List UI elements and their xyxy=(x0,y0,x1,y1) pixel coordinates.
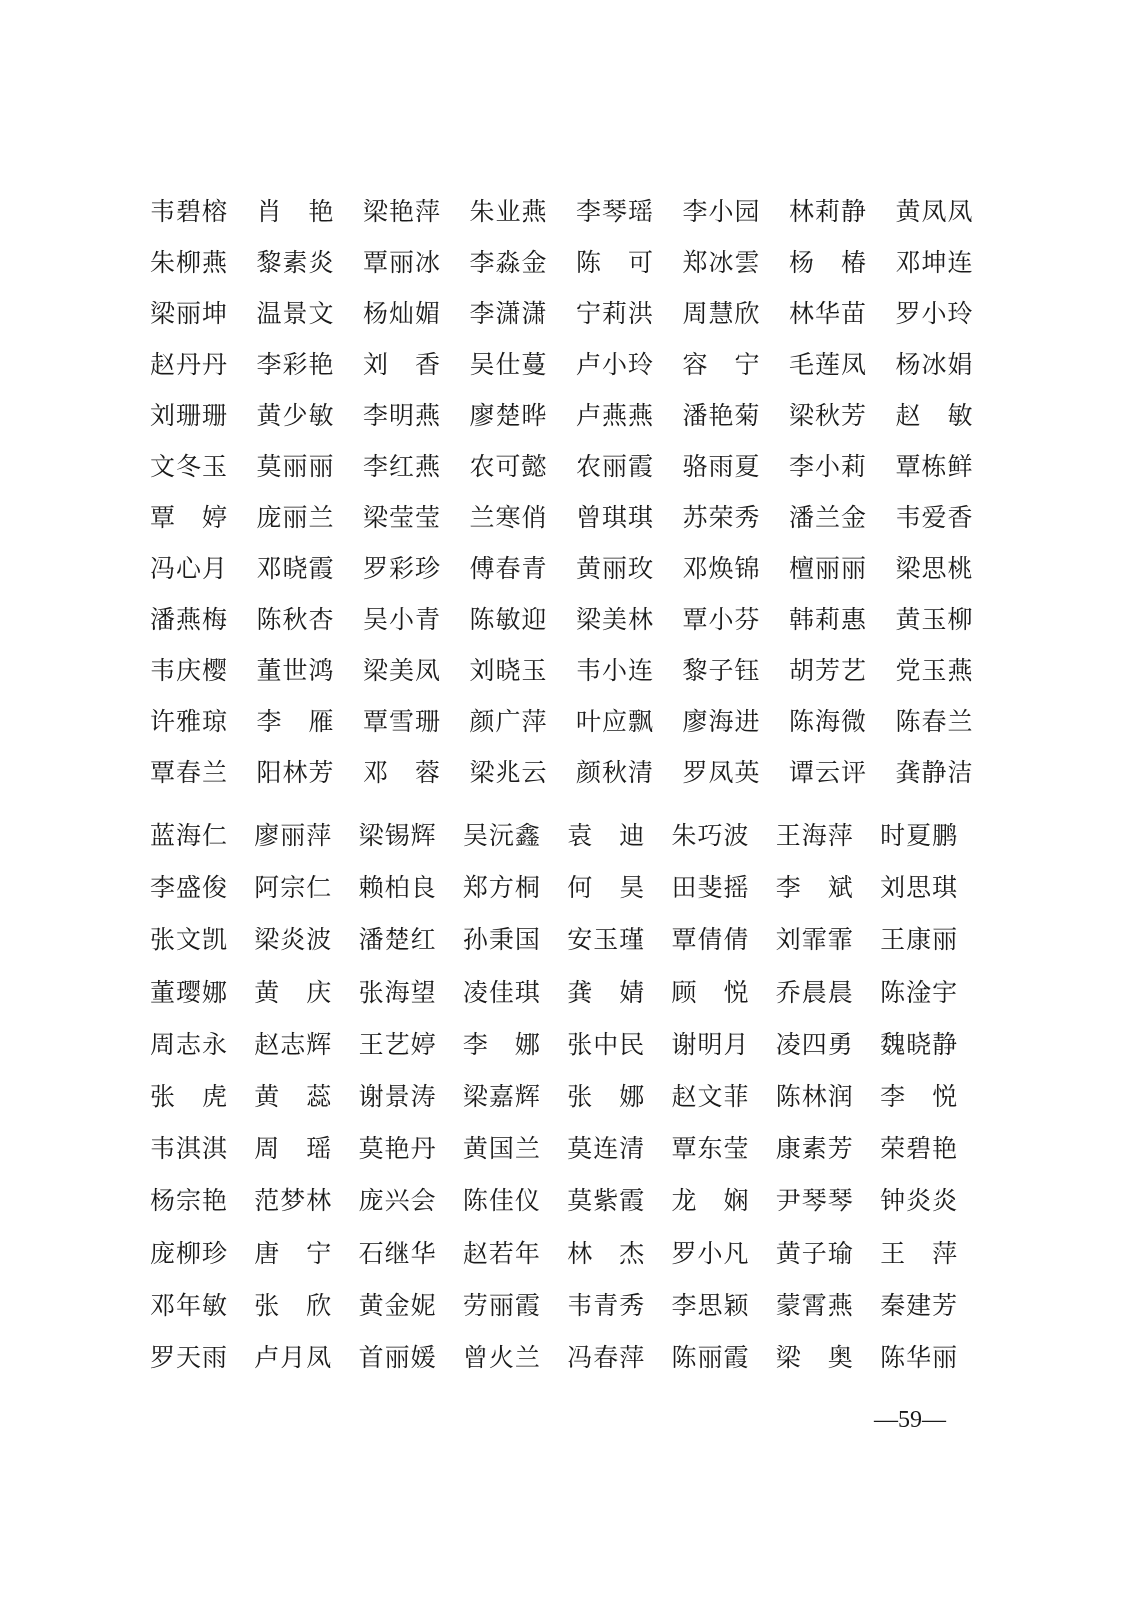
person-name: 龙 娴 xyxy=(671,1186,750,1216)
name-row xyxy=(150,700,1002,751)
name-row xyxy=(150,292,1002,343)
person-name: 潘楚红 xyxy=(358,925,437,955)
person-name: 赵 敏 xyxy=(895,401,974,430)
person-name: 傅春青 xyxy=(469,554,548,583)
person-name: 梁嘉辉 xyxy=(462,1081,541,1111)
person-name: 张中民 xyxy=(567,1029,646,1059)
person-name: 梁莹莹 xyxy=(363,503,442,532)
person-name: 覃丽冰 xyxy=(363,248,442,277)
person-name: 黄金妮 xyxy=(358,1290,437,1320)
person-name: 骆雨夏 xyxy=(682,452,761,481)
person-name: 董世鸿 xyxy=(256,656,335,685)
person-name: 梁丽坤 xyxy=(150,299,229,328)
person-name: 邓焕锦 xyxy=(682,554,761,583)
person-name: 覃小芬 xyxy=(682,605,761,634)
name-row xyxy=(150,1075,984,1127)
person-name: 覃栋鲜 xyxy=(895,452,974,481)
person-name: 黄子瑜 xyxy=(775,1238,854,1268)
person-name: 黎子钰 xyxy=(682,656,761,685)
person-name: 梁思桃 xyxy=(895,554,974,583)
person-name: 李 雁 xyxy=(256,707,335,736)
person-name: 容 宁 xyxy=(682,350,761,379)
name-row xyxy=(150,496,1002,547)
person-name: 梁美凤 xyxy=(363,656,442,685)
person-name: 郑冰雲 xyxy=(682,248,761,277)
person-name: 李淼金 xyxy=(469,248,548,277)
person-name: 石继华 xyxy=(358,1238,437,1268)
person-name: 田斐摇 xyxy=(671,873,750,903)
person-name: 王艺婷 xyxy=(358,1029,437,1059)
person-name: 韦青秀 xyxy=(567,1290,646,1320)
person-name: 张文凯 xyxy=(150,925,229,955)
person-name: 莫艳丹 xyxy=(358,1134,437,1164)
name-row xyxy=(150,866,984,918)
person-name: 林华苗 xyxy=(789,299,868,328)
person-name: 文冬玉 xyxy=(150,452,229,481)
person-name: 邓坤连 xyxy=(895,248,974,277)
person-name: 何 昊 xyxy=(567,873,646,903)
person-name: 宁莉洪 xyxy=(576,299,655,328)
person-name: 乔晨晨 xyxy=(775,977,854,1007)
person-name: 范梦林 xyxy=(254,1186,333,1216)
person-name: 庞柳珍 xyxy=(150,1238,229,1268)
person-name: 李 娜 xyxy=(462,1029,541,1059)
person-name: 黄凤凤 xyxy=(895,197,974,226)
person-name: 龚 婧 xyxy=(567,977,646,1007)
person-name: 覃东莹 xyxy=(671,1134,750,1164)
person-name: 邓晓霞 xyxy=(256,554,335,583)
person-name: 李 悦 xyxy=(880,1081,959,1111)
person-name: 朱业燕 xyxy=(469,197,548,226)
name-row xyxy=(150,971,984,1023)
person-name: 梁炎波 xyxy=(254,925,333,955)
person-name: 杨宗艳 xyxy=(150,1186,229,1216)
person-name: 首丽媛 xyxy=(358,1342,437,1372)
name-row xyxy=(150,751,1002,802)
person-name: 阳林芳 xyxy=(256,758,335,787)
person-name: 陈秋杏 xyxy=(256,605,335,634)
person-name: 梁兆云 xyxy=(469,758,548,787)
name-row xyxy=(150,1127,984,1179)
person-name: 韩莉惠 xyxy=(789,605,868,634)
person-name: 林莉静 xyxy=(789,197,868,226)
person-name: 谢景涛 xyxy=(358,1081,437,1111)
name-row xyxy=(150,343,1002,394)
person-name: 肖 艳 xyxy=(256,197,335,226)
person-name: 陈春兰 xyxy=(895,707,974,736)
person-name: 刘思琪 xyxy=(880,873,959,903)
person-name: 谢明月 xyxy=(671,1029,750,1059)
person-name: 李彩艳 xyxy=(256,350,335,379)
person-name: 梁秋芳 xyxy=(789,401,868,430)
person-name: 凌佳琪 xyxy=(462,977,541,1007)
person-name: 秦建芳 xyxy=(880,1290,959,1320)
person-name: 黄玉柳 xyxy=(895,605,974,634)
person-name: 孙秉国 xyxy=(462,925,541,955)
person-name: 杨冰娟 xyxy=(895,350,974,379)
name-row xyxy=(150,1023,984,1075)
person-name: 周志永 xyxy=(150,1029,229,1059)
person-name: 袁 迪 xyxy=(567,821,646,850)
person-name: 颜广萍 xyxy=(469,707,548,736)
person-name: 钟炎炎 xyxy=(880,1186,959,1216)
person-name: 谭云评 xyxy=(789,758,868,787)
person-name: 赵文菲 xyxy=(671,1081,750,1111)
person-name: 黄国兰 xyxy=(462,1134,541,1164)
person-name: 党玉燕 xyxy=(895,656,974,685)
person-name: 凌四勇 xyxy=(775,1029,854,1059)
person-name: 杨灿媚 xyxy=(363,299,442,328)
person-name: 尹琴琴 xyxy=(775,1186,854,1216)
person-name: 黄丽玫 xyxy=(576,554,655,583)
person-name: 叶应飘 xyxy=(576,707,655,736)
person-name: 莫丽丽 xyxy=(256,452,335,481)
person-name: 黄 庆 xyxy=(254,977,333,1007)
person-name: 蒙霄燕 xyxy=(775,1290,854,1320)
person-name: 时夏鹏 xyxy=(880,821,959,850)
person-name: 刘晓玉 xyxy=(469,656,548,685)
person-name: 梁锡辉 xyxy=(358,821,437,850)
person-name: 廖海进 xyxy=(682,707,761,736)
person-name: 罗凤英 xyxy=(682,758,761,787)
person-name: 曾琪琪 xyxy=(576,503,655,532)
person-name: 龚静洁 xyxy=(895,758,974,787)
person-name: 林 杰 xyxy=(567,1238,646,1268)
person-name: 覃雪珊 xyxy=(363,707,442,736)
person-name: 黄少敏 xyxy=(256,401,335,430)
person-name: 卢燕燕 xyxy=(576,401,655,430)
person-name: 李 斌 xyxy=(775,873,854,903)
person-name: 毛莲凤 xyxy=(789,350,868,379)
person-name: 罗天雨 xyxy=(150,1342,229,1372)
person-name: 廖丽萍 xyxy=(254,821,333,850)
person-name: 莫紫霞 xyxy=(567,1186,646,1216)
person-name: 唐 宁 xyxy=(254,1238,333,1268)
person-name: 颜秋清 xyxy=(576,758,655,787)
person-name: 温景文 xyxy=(256,299,335,328)
person-name: 冯心月 xyxy=(150,554,229,583)
person-name: 陈淦宇 xyxy=(880,977,959,1007)
person-name: 陈丽霞 xyxy=(671,1342,750,1372)
person-name: 罗小凡 xyxy=(671,1238,750,1268)
person-name: 覃倩倩 xyxy=(671,925,750,955)
person-name: 苏荣秀 xyxy=(682,503,761,532)
person-name: 冯春萍 xyxy=(567,1342,646,1372)
person-name: 张海望 xyxy=(358,977,437,1007)
name-row xyxy=(150,814,984,866)
person-name: 农可懿 xyxy=(469,452,548,481)
person-name: 董璎娜 xyxy=(150,977,229,1007)
person-name: 卢月凤 xyxy=(254,1342,333,1372)
person-name: 农丽霞 xyxy=(576,452,655,481)
person-name: 韦小连 xyxy=(576,656,655,685)
person-name: 覃 婷 xyxy=(150,503,229,532)
person-name: 魏晓静 xyxy=(880,1029,959,1059)
name-row xyxy=(150,547,1002,598)
name-list-section-2 xyxy=(150,814,984,1388)
person-name: 李明燕 xyxy=(363,401,442,430)
person-name: 张 娜 xyxy=(567,1081,646,1111)
person-name: 刘 香 xyxy=(363,350,442,379)
page-number: —59— xyxy=(874,1407,946,1433)
person-name: 周 瑶 xyxy=(254,1134,333,1164)
person-name: 梁美林 xyxy=(576,605,655,634)
person-name: 朱巧波 xyxy=(671,821,750,850)
person-name: 韦淇淇 xyxy=(150,1134,229,1164)
person-name: 张 欣 xyxy=(254,1290,333,1320)
person-name: 梁艳萍 xyxy=(363,197,442,226)
person-name: 杨 椿 xyxy=(789,248,868,277)
person-name: 檀丽丽 xyxy=(789,554,868,583)
person-name: 许雅琼 xyxy=(150,707,229,736)
name-row xyxy=(150,598,1002,649)
person-name: 吴小青 xyxy=(363,605,442,634)
person-name: 李琴瑶 xyxy=(576,197,655,226)
person-name: 吴仕蔓 xyxy=(469,350,548,379)
person-name: 康素芳 xyxy=(775,1134,854,1164)
person-name: 黎素炎 xyxy=(256,248,335,277)
person-name: 胡芳艺 xyxy=(789,656,868,685)
person-name: 赵丹丹 xyxy=(150,350,229,379)
person-name: 李小莉 xyxy=(789,452,868,481)
person-name: 韦庆樱 xyxy=(150,656,229,685)
person-name: 廖楚晔 xyxy=(469,401,548,430)
person-name: 李小园 xyxy=(682,197,761,226)
person-name: 黄 蕊 xyxy=(254,1081,333,1111)
person-name: 蓝海仁 xyxy=(150,821,229,850)
name-row xyxy=(150,1179,984,1231)
person-name: 李盛俊 xyxy=(150,873,229,903)
person-name: 陈华丽 xyxy=(880,1342,959,1372)
person-name: 张 虎 xyxy=(150,1081,229,1111)
person-name: 兰寒俏 xyxy=(469,503,548,532)
person-name: 韦爱香 xyxy=(895,503,974,532)
person-name: 赖柏良 xyxy=(358,873,437,903)
person-name: 李思颖 xyxy=(671,1290,750,1320)
person-name: 郑方桐 xyxy=(462,873,541,903)
person-name: 庞丽兰 xyxy=(256,503,335,532)
person-name: 陈 可 xyxy=(576,248,655,277)
person-name: 陈林润 xyxy=(775,1081,854,1111)
person-name: 陈海微 xyxy=(789,707,868,736)
name-row xyxy=(150,1232,984,1284)
person-name: 劳丽霞 xyxy=(462,1290,541,1320)
person-name: 安玉瑾 xyxy=(567,925,646,955)
person-name: 赵若年 xyxy=(462,1238,541,1268)
person-name: 周慧欣 xyxy=(682,299,761,328)
person-name: 赵志辉 xyxy=(254,1029,333,1059)
person-name: 陈敏迎 xyxy=(469,605,548,634)
name-row xyxy=(150,190,1002,241)
person-name: 邓年敏 xyxy=(150,1290,229,1320)
name-list-section-1 xyxy=(150,190,1002,802)
person-name: 朱柳燕 xyxy=(150,248,229,277)
person-name: 莫连清 xyxy=(567,1134,646,1164)
person-name: 王 萍 xyxy=(880,1238,959,1268)
person-name: 潘燕梅 xyxy=(150,605,229,634)
person-name: 刘珊珊 xyxy=(150,401,229,430)
person-name: 王海萍 xyxy=(775,821,854,850)
name-row xyxy=(150,394,1002,445)
person-name: 阿宗仁 xyxy=(254,873,333,903)
person-name: 覃春兰 xyxy=(150,758,229,787)
name-row xyxy=(150,1284,984,1336)
person-name: 韦碧榕 xyxy=(150,197,229,226)
person-name: 罗小玲 xyxy=(895,299,974,328)
person-name: 曾火兰 xyxy=(462,1342,541,1372)
person-name: 庞兴会 xyxy=(358,1186,437,1216)
person-name: 吴沅鑫 xyxy=(462,821,541,850)
name-row xyxy=(150,918,984,970)
person-name: 卢小玲 xyxy=(576,350,655,379)
name-row xyxy=(150,241,1002,292)
person-name: 荣碧艳 xyxy=(880,1134,959,1164)
person-name: 梁 奥 xyxy=(775,1342,854,1372)
person-name: 邓 蓉 xyxy=(363,758,442,787)
name-row xyxy=(150,445,1002,496)
name-row xyxy=(150,649,1002,700)
person-name: 刘霏霏 xyxy=(775,925,854,955)
person-name: 王康丽 xyxy=(880,925,959,955)
person-name: 李潇潇 xyxy=(469,299,548,328)
person-name: 罗彩珍 xyxy=(363,554,442,583)
person-name: 陈佳仪 xyxy=(462,1186,541,1216)
name-row xyxy=(150,1336,984,1388)
person-name: 潘艳菊 xyxy=(682,401,761,430)
person-name: 李红燕 xyxy=(363,452,442,481)
person-name: 顾 悦 xyxy=(671,977,750,1007)
person-name: 潘兰金 xyxy=(789,503,868,532)
